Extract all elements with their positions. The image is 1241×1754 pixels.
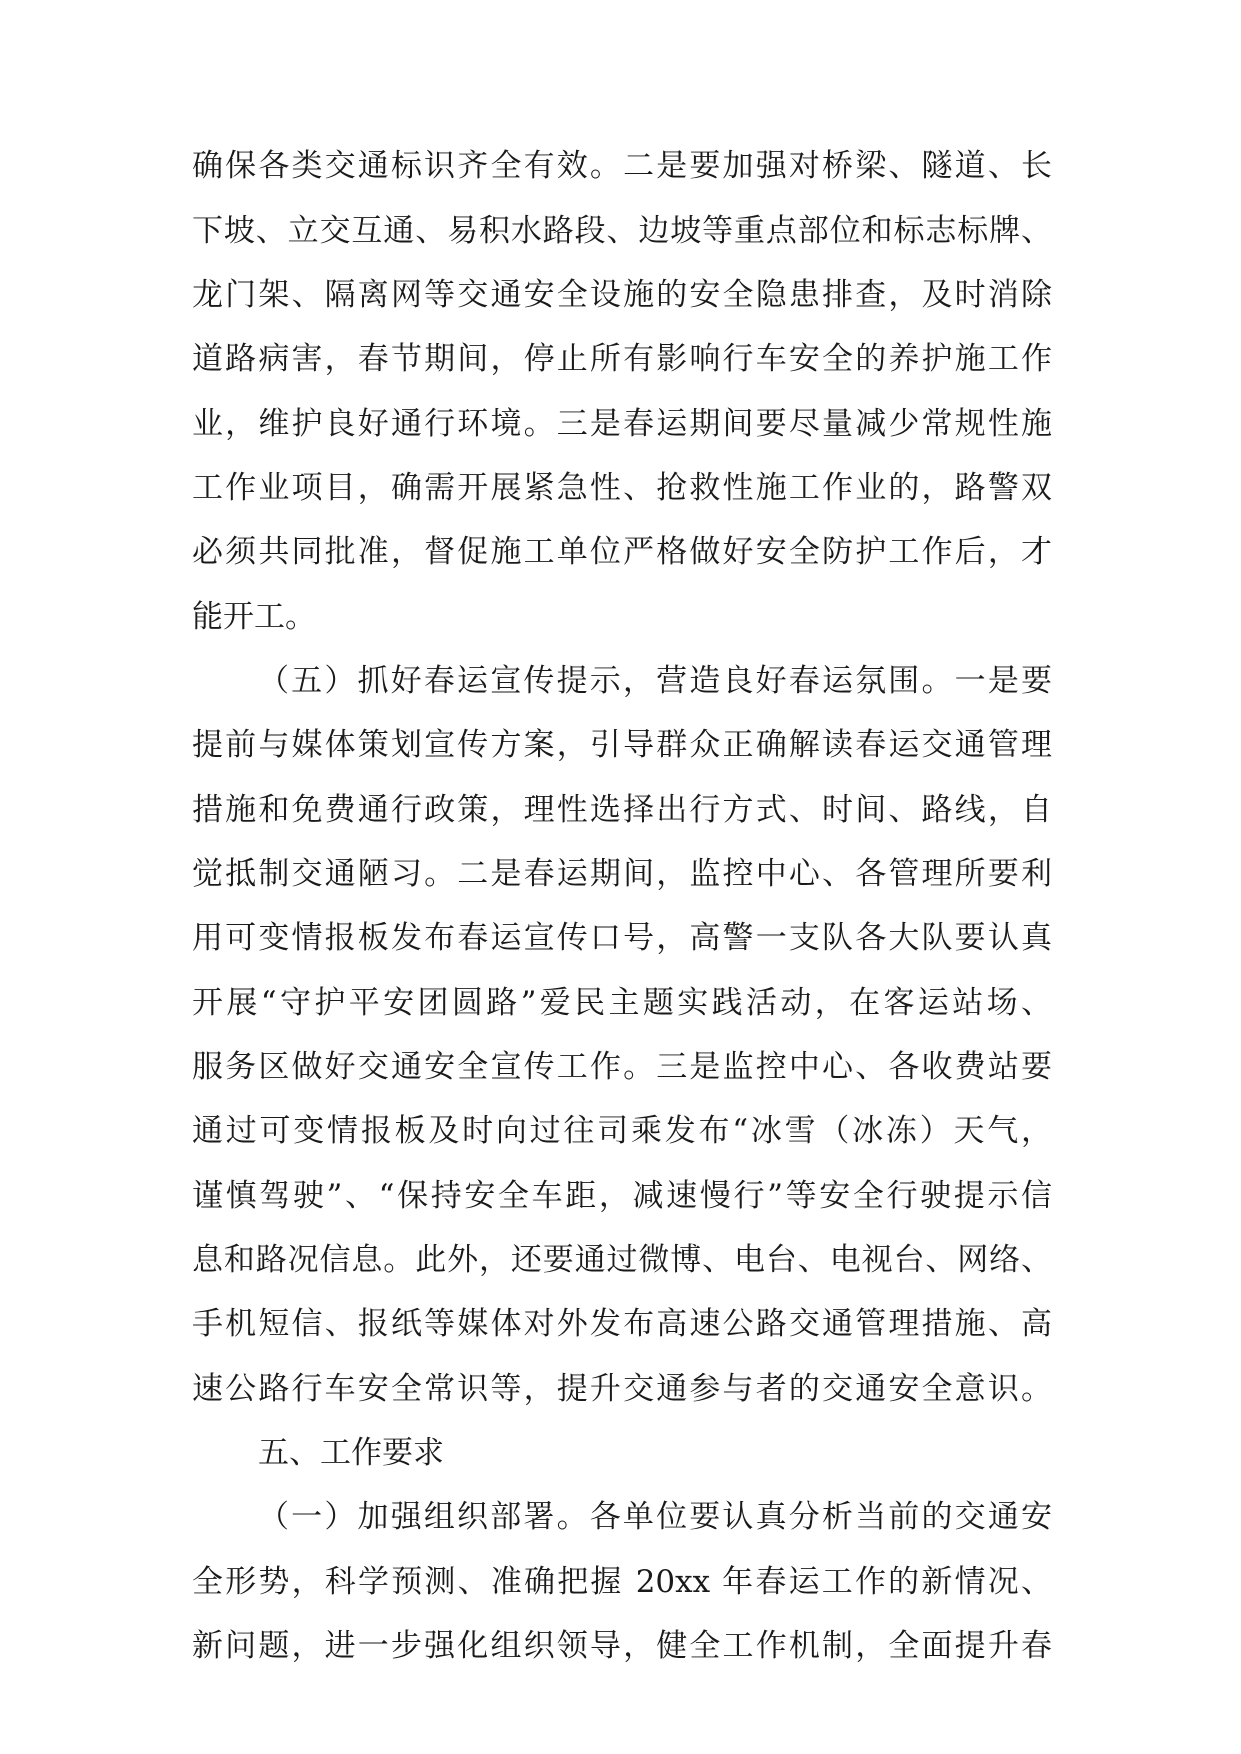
text-line: 确保各类交通标识齐全有效。二是要加强对桥梁、隧道、长 <box>192 148 1052 184</box>
text-line: 能开工。 <box>192 599 316 635</box>
section-heading: 五、工作要求 <box>258 1435 444 1471</box>
paragraph-heading-line: （一）加强组织部署。各单位要认真分析当前的交通安 <box>258 1499 1052 1535</box>
text-line: 全形势，科学预测、准确把握 20xx 年春运工作的新情况、 <box>192 1564 1052 1600</box>
text-line: 业，维护良好通行环境。三是春运期间要尽量减少常规性施 <box>192 406 1052 442</box>
text-line: 下坡、立交互通、易积水路段、边坡等重点部位和标志标牌、 <box>192 213 1052 249</box>
text-line: 工作业项目，确需开展紧急性、抢救性施工作业的，路警双 <box>192 470 1052 506</box>
text-line: 谨慎驾驶”、“保持安全车距，减速慢行”等安全行驶提示信 <box>192 1178 1052 1214</box>
text-line: 新问题，进一步强化组织领导，健全工作机制，全面提升春 <box>192 1628 1052 1664</box>
text-line: 必须共同批准，督促施工单位严格做好安全防护工作后，才 <box>192 534 1052 570</box>
text-line: 龙门架、隔离网等交通安全设施的安全隐患排查，及时消除 <box>192 277 1052 313</box>
text-line: 手机短信、报纸等媒体对外发布高速公路交通管理措施、高 <box>192 1306 1052 1342</box>
text-line: 开展“守护平安团圆路”爱民主题实践活动，在客运站场、 <box>192 985 1052 1021</box>
text-line: 通过可变情报板及时向过往司乘发布“冰雪（冰冻）天气， <box>192 1113 1052 1149</box>
text-line: 道路病害，春节期间，停止所有影响行车安全的养护施工作 <box>192 341 1052 377</box>
paragraph-heading-line: （五）抓好春运宣传提示，营造良好春运氛围。一是要 <box>258 663 1052 699</box>
text-line: 措施和免费通行政策，理性选择出行方式、时间、路线，自 <box>192 792 1052 828</box>
text-line: 速公路行车安全常识等，提升交通参与者的交通安全意识。 <box>192 1371 1052 1407</box>
text-line: 息和路况信息。此外，还要通过微博、电台、电视台、网络、 <box>192 1242 1052 1278</box>
text-line: 服务区做好交通安全宣传工作。三是监控中心、各收费站要 <box>192 1049 1052 1085</box>
text-line: 觉抵制交通陋习。二是春运期间，监控中心、各管理所要利 <box>192 856 1052 892</box>
text-line: 提前与媒体策划宣传方案，引导群众正确解读春运交通管理 <box>192 727 1052 763</box>
text-line: 用可变情报板发布春运宣传口号，高警一支队各大队要认真 <box>192 920 1052 956</box>
